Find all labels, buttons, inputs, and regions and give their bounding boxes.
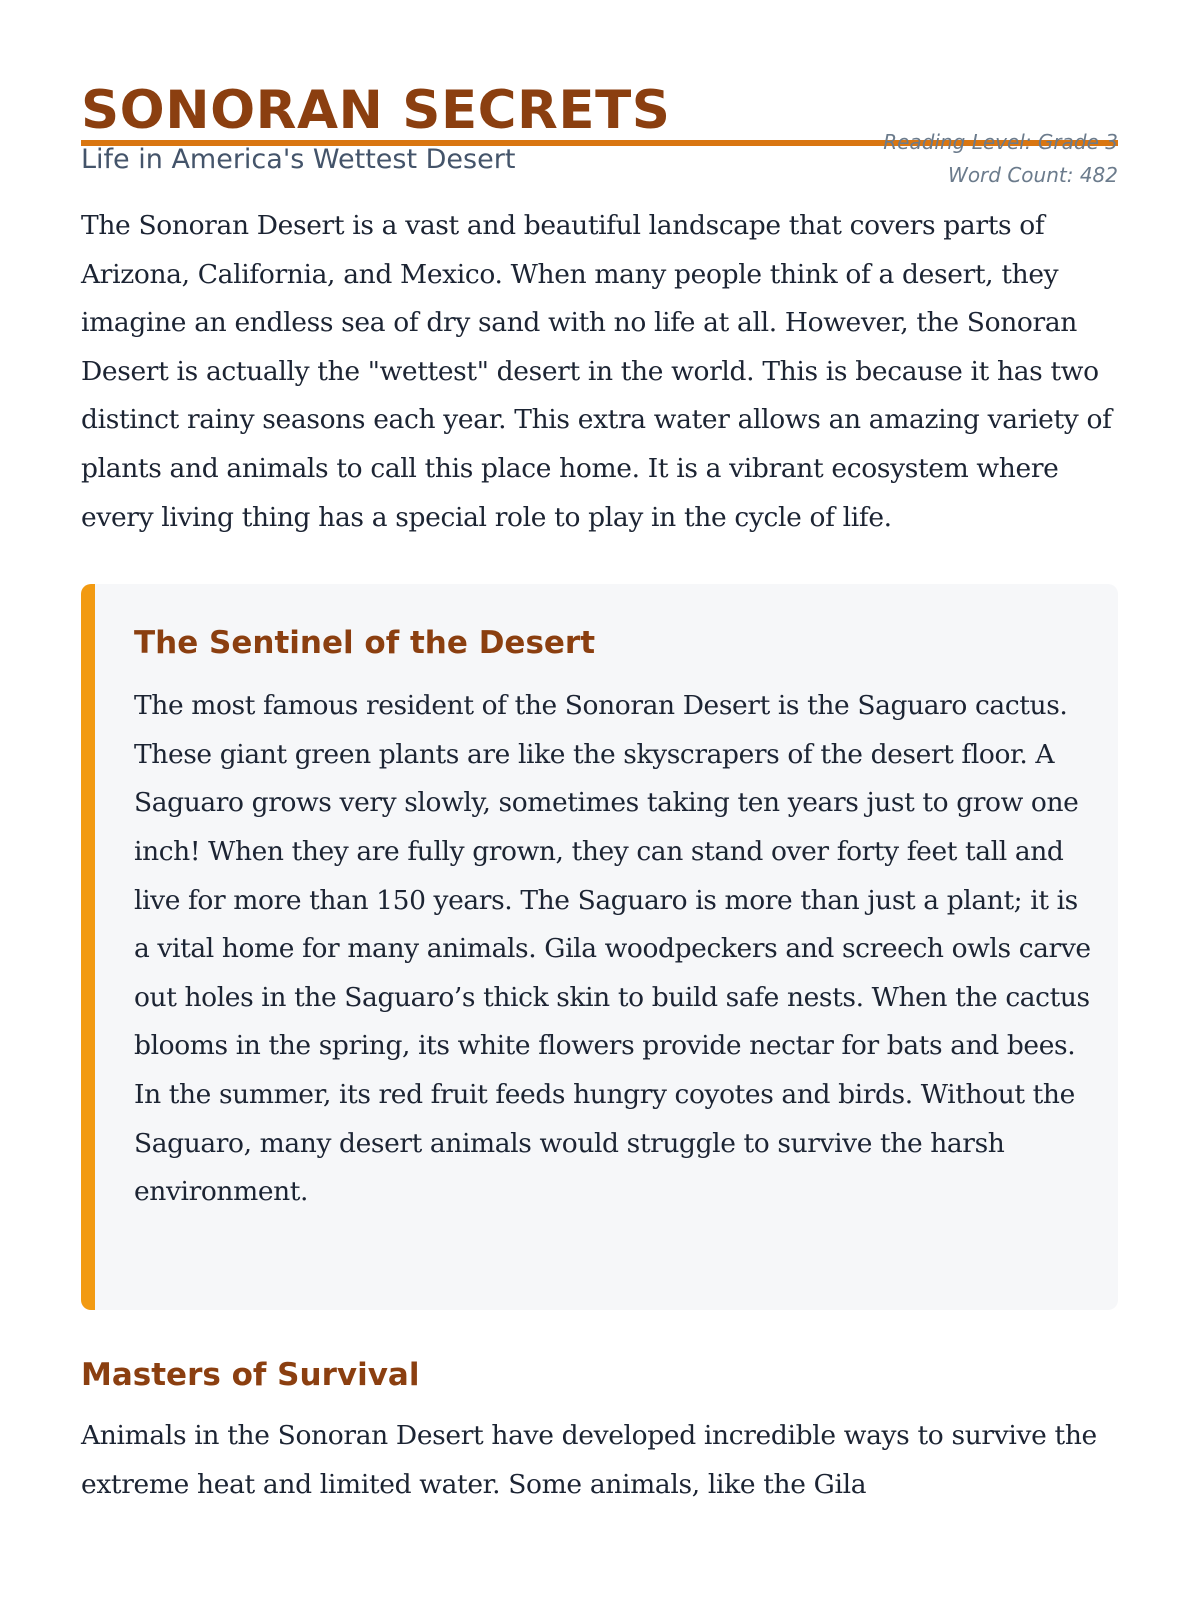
article-subtitle: Life in America's Wettest Desert <box>81 144 516 175</box>
callout-paragraph: The most famous resident of the Sonoran Desert is the Saguaro cactus. These giant green plants are like the skyscrapers of the desert floor. A Saguaro grows very slowly, sometimes taking ten years just to grow one inch! When they are fully grown, they can stand over forty feet tall and live for more than 150 years. The Saguaro is more than just a plant; it is a vital home for many animals. Gila woodpeckers and screech owls carve out holes in the Saguaro’s thick skin to build safe nests. When the cactus blooms in the spring, its white flowers provide nectar for bats and bees. In the summer, its red fruit feeds hungry coyotes and birds. Without the Saguaro, many desert animals would struggle to survive the harsh environment. <box>134 690 1091 1208</box>
intro-paragraph: The Sonoran Desert is a vast and beautiful landscape that covers parts of Arizona, California, and Mexico. When many people think of a desert, they imagine an endless sea of dry sand with no life at all. However, the Sonoran Desert is actually the "wettest" desert in the world. This is because it has two distinct rainy seasons each year. This extra water allows an amazing variety of plants and animals to call this place home. It is a vibrant ecosystem where every living thing has a special role to play in the cycle of life. <box>81 210 1112 533</box>
word-count: Word Count: 482 <box>948 163 1118 187</box>
reading-level: Reading Level: Grade 3 <box>883 130 1118 154</box>
article-header <box>81 0 1118 187</box>
section-paragraph: Animals in the Sonoran Desert have developed incredible ways to survive the extreme heat and limited water. Some animals, like the Gila <box>81 1420 1097 1500</box>
callout-box <box>81 584 1118 1310</box>
article-title: SONORAN SECRETS <box>81 80 671 141</box>
section-title: Masters of Survival <box>81 1357 420 1394</box>
article-meta <box>883 126 1118 192</box>
callout-title: The Sentinel of the Desert <box>134 625 596 662</box>
